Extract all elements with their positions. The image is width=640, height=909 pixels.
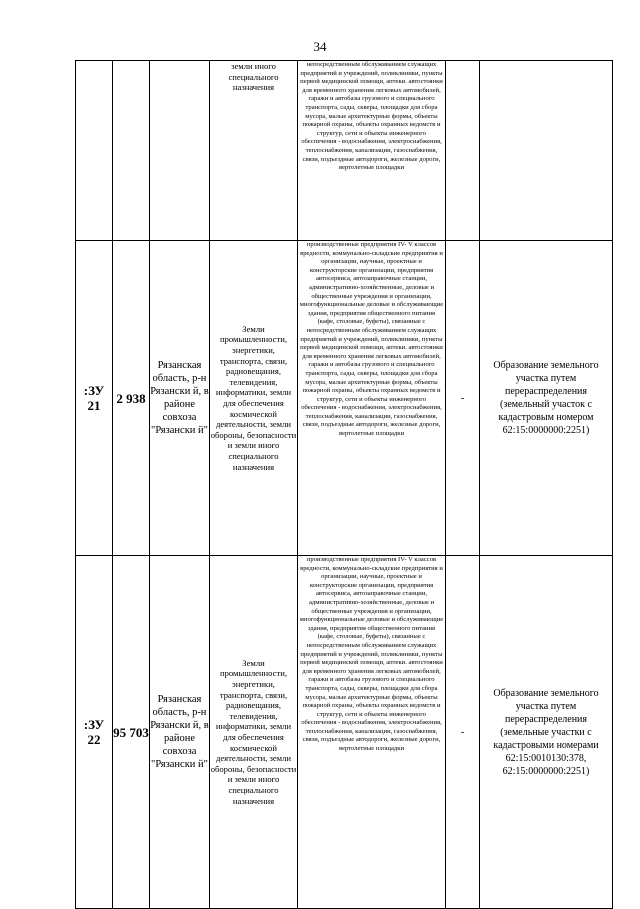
zu-cell: :ЗУ 21 bbox=[76, 241, 113, 556]
page-number: 34 bbox=[313, 39, 327, 54]
category-cell: Земли промышленности, энергетики, транспорта, связи, радиовещания, телевидения, информатики, земли для обеспечения космической деятельности, земли обороны, безопасности и земли иного специального назначения bbox=[210, 556, 298, 909]
area-cell: 95 703 bbox=[113, 556, 150, 909]
note-cell: Образование земельного участка путем перераспределения (земельные участки с кадастровыми номерами 62:15:0010130:378, 62:15:0000000:2251) bbox=[480, 556, 613, 909]
land-plots-table bbox=[75, 60, 613, 909]
zu-cell bbox=[76, 61, 113, 241]
location-cell: Рязанская область, р-н Рязански й, в районе совхоза "Рязански й" bbox=[150, 241, 210, 556]
category-cell: земли иного специального назначения bbox=[210, 61, 298, 241]
permitted-use-cell: производственные предприятия IV- V классов вредности, коммунально-складские предприятия и организации, научные, проектные и конструкторские организации, предприятия автосервиса, автозаправочные станции, административно-хозяйственные, деловые и общественные учреждения и организации, многофункциональные деловые и обслуживающие здания, предприятия общественного питания (кафе, столовые, буфеты), связанные с непосредственным обслуживанием служащих предприятий и учреждений, поликлиники, пункты первой медицинской помощи, аптеки. автостоянки для временного хранения легковых автомобилей, гаражи и автобазы грузового и специального транспорта, сады, скверы, площадки для сбора мусора, малые архитектурные формы, объекты пожарной охраны, объекты охранных ведомств и структур, сети и объекты инженерного обеспечения - водоснабжения, электроснабжения, теплоснабжения, канализации, газоснабжения, связи, подъездные автодороги, железные дороги, вертолетные площадки bbox=[298, 556, 446, 909]
note-cell: Образование земельного участка путем перераспределения (земельный участок с кадастровым номером 62:15:0000000:2251) bbox=[480, 241, 613, 556]
area-cell: 2 938 bbox=[113, 241, 150, 556]
permitted-use-cell: производственные предприятия IV- V классов вредности, коммунально-складские предприятия и организации, научные, проектные и конструкторские организации, предприятия автосервиса, автозаправочные станции, административно-хозяйственные, деловые и общественные учреждения и организации, многофункциональные деловые и обслуживающие здания, предприятия общественного питания (кафе, столовые, буфеты), связанные с непосредственным обслуживанием служащих предприятий и учреждений, поликлиники, пункты первой медицинской помощи, аптеки. автостоянки для временного хранения легковых автомобилей, гаражи и автобазы грузового и специального транспорта, сады, скверы, площадки для сбора мусора, малые архитектурные формы, объекты пожарной охраны, объекты охранных ведомств и структур, сети и объекты инженерного обеспечения - водоснабжения, электроснабжения, теплоснабжения, канализации, газоснабжения, связи, подъездные автодороги, железные дороги, вертолетные площадки bbox=[298, 241, 446, 556]
location-cell: Рязанская область, р-н Рязански й, в районе совхоза "Рязански й" bbox=[150, 556, 210, 909]
area-cell bbox=[113, 61, 150, 241]
table-row bbox=[76, 61, 613, 241]
restrictions-cell: - bbox=[446, 556, 480, 909]
restrictions-cell: - bbox=[446, 241, 480, 556]
note-cell bbox=[480, 61, 613, 241]
table-row bbox=[76, 556, 613, 909]
permitted-use-cell: непосредственным обслуживанием служащих предприятий и учреждений, поликлиники, пункты первой медицинской помощи, аптеки. автостоянки для временного хранения легковых автомобилей, гаражи и автобазы грузового и специального транспорта, сады, скверы, площадки для сбора мусора, малые архитектурные формы, объекты пожарной охраны, объекты охранных ведомств и структур, сети и объекты инженерного обеспечения - водоснабжения, электроснабжения, теплоснабжения, канализации, газоснабжения, связи, подъездные автодороги, железные дороги, вертолетные площадки bbox=[298, 61, 446, 241]
zu-cell: :ЗУ 22 bbox=[76, 556, 113, 909]
restrictions-cell bbox=[446, 61, 480, 241]
category-cell: Земли промышленности, энергетики, транспорта, связи, радиовещания, телевидения, информатики, земли для обеспечения космической деятельности, земли обороны, безопасности и земли иного специального назначения bbox=[210, 241, 298, 556]
table-row bbox=[76, 241, 613, 556]
location-cell bbox=[150, 61, 210, 241]
